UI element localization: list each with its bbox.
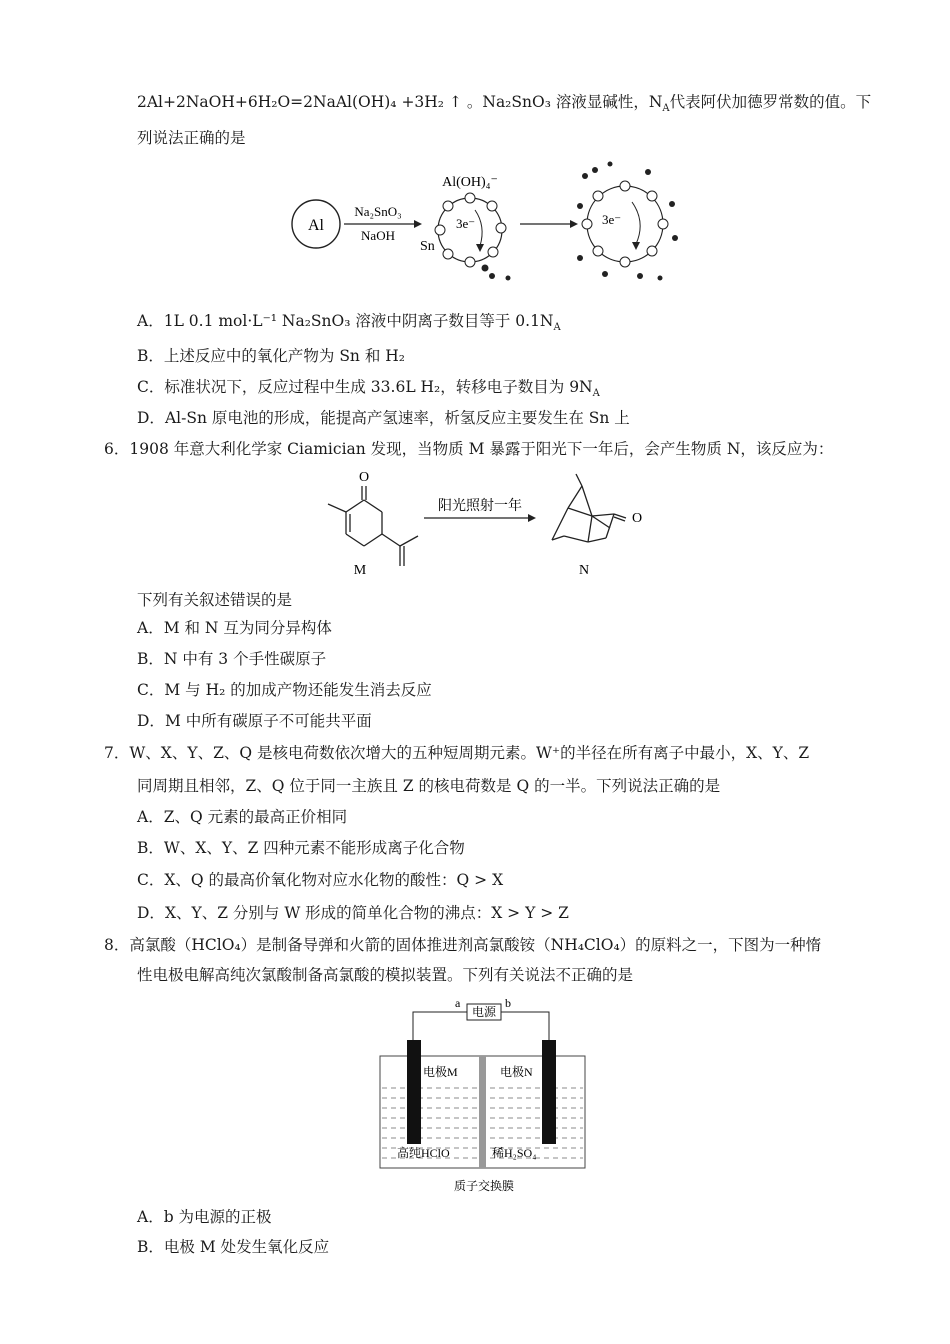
hydrogen-bubbles-left — [482, 265, 511, 281]
sn-surface-atoms-right — [582, 181, 668, 267]
q5-option-a-sub: A — [553, 322, 561, 334]
q6-option-d-letter: D． — [137, 712, 165, 730]
q7-stem2: 同周期且相邻，Z、Q 位于同一主族且 Z 的核电荷数是 Q 的一半。下列说法正确的是 — [137, 777, 721, 795]
q7-stem-line2 — [137, 776, 720, 796]
reaction-arrowhead — [528, 514, 536, 522]
q8-option-a-text: b 为电源的正极 — [163, 1208, 272, 1226]
proton-exchange-membrane — [479, 1056, 486, 1168]
molecule-m — [328, 486, 418, 566]
q5-option-c-text: 标准状况下，反应过程中生成 33.6L H₂，转移电子数目为 9N — [164, 378, 593, 396]
q6-sub-stem — [137, 590, 292, 610]
reagent-arrowhead — [414, 220, 422, 228]
power-source-label: 电源 — [471, 1005, 497, 1019]
q6-option-a-text: M 和 N 互为同分异构体 — [163, 619, 332, 637]
main-arrowhead — [570, 220, 578, 228]
electron-arrowhead-left — [476, 244, 484, 252]
q7-option-b-letter: B． — [137, 839, 164, 857]
q5-option-d[interactable] — [137, 408, 630, 428]
q6-option-a[interactable] — [137, 618, 332, 638]
q8-stem-line1 — [104, 935, 821, 955]
q5-option-c-letter: C． — [137, 378, 165, 396]
q5-option-a-letter: A． — [137, 312, 164, 330]
q6-option-c[interactable] — [137, 680, 432, 700]
q7-option-c-text: X、Q 的最高价氧化物对应水化物的酸性：Q > X — [164, 871, 504, 889]
q7-option-c[interactable] — [137, 870, 503, 890]
electrode-m-label: 电极M — [423, 1065, 458, 1079]
q5-stem-tail2: 代表阿伏加德罗常数的值。下 — [669, 93, 872, 111]
q5-option-b-letter: B． — [137, 347, 164, 365]
q7-number: 7． — [104, 744, 130, 762]
molecule-n — [552, 474, 626, 542]
q7-option-a[interactable] — [137, 807, 347, 827]
q7-stem-line1 — [104, 743, 809, 763]
q6-option-b-text: N 中有 3 个手性碳原子 — [163, 650, 327, 668]
circuit-wire-left — [413, 1012, 467, 1040]
m-label: M — [353, 563, 367, 578]
q8-stem2: 性电极电解高纯次氯酸制备高氯酸的模拟装置。下列有关说法不正确的是 — [137, 966, 634, 984]
q7-option-a-letter: A． — [137, 808, 164, 826]
q8-stem1: 高氯酸（HClO₄）是制备导弹和火箭的固体推进剂高氯酸铵（NH₄ClO₄）的原料之一，下图为一种惰 — [129, 936, 822, 954]
arrow-label: 阳光照射一年 — [438, 499, 522, 514]
q7-option-b[interactable] — [137, 838, 465, 858]
q5-stem-tail: 。Na₂SnO₃ 溶液显碱性，N — [466, 93, 663, 111]
terminal-b: b — [505, 996, 511, 1010]
q5-option-c[interactable] — [137, 377, 600, 404]
q8-stem-line2 — [137, 965, 633, 985]
q5-stem-text: 列说法正确的是 — [137, 129, 246, 147]
q7-stem1: W、X、Y、Z、Q 是核电荷数依次增大的五种短周期元素。W⁺的半径在所有离子中最小，X、Y、Z — [129, 744, 810, 762]
al-label: Al — [308, 217, 324, 234]
terminal-a: a — [455, 996, 461, 1010]
q6-option-c-text: M 与 H₂ 的加成产物还能发生消去反应 — [164, 681, 432, 699]
right-solution-label: 稀H₂SO₄ — [492, 1146, 537, 1160]
q6-stem-text: 1908 年意大利化学家 Ciamician 发现，当物质 M 暴露于阳光下一年后，会产生物质 N，该反应为： — [129, 440, 834, 458]
q5-option-b[interactable] — [137, 346, 405, 366]
electrode-n — [542, 1040, 556, 1144]
ion-label: Al(OH)₄⁻ — [442, 175, 498, 190]
q8-option-a[interactable] — [137, 1207, 272, 1227]
sn-label: Sn — [420, 239, 435, 254]
electrons-right: 3e⁻ — [602, 212, 622, 227]
q6-option-c-letter: C． — [137, 681, 165, 699]
electron-path-left — [475, 210, 482, 246]
electron-arrowhead-right — [632, 242, 640, 250]
q8-option-b[interactable] — [137, 1237, 329, 1257]
q6-option-d[interactable] — [137, 711, 372, 731]
n-oxygen: O — [632, 511, 643, 526]
q6-number: 6． — [104, 440, 130, 458]
q7-option-a-text: Z、Q 元素的最高正价相同 — [163, 808, 348, 826]
q5-option-d-letter: D． — [137, 409, 165, 427]
q6-figure — [320, 466, 650, 584]
q6-option-b-letter: B． — [137, 650, 164, 668]
q5-option-d-text: Al-Sn 原电池的形成，能提高产氢速率，析氢反应主要发生在 Sn 上 — [164, 409, 630, 427]
q8-option-b-text: 电极 M 处发生氧化反应 — [163, 1238, 330, 1256]
q6-option-d-text: M 中所有碳原子不可能共平面 — [164, 712, 372, 730]
electrode-n-label: 电极N — [500, 1065, 533, 1079]
q8-figure — [375, 994, 590, 1200]
q6-sub-stem-text: 下列有关叙述错误的是 — [137, 591, 293, 609]
q8-option-b-letter: B． — [137, 1238, 164, 1256]
q5-option-b-text: 上述反应中的氧化产物为 Sn 和 H₂ — [163, 347, 406, 365]
q5-na-sub: A — [662, 103, 670, 115]
q5-option-a[interactable] — [137, 311, 561, 338]
q5-figure — [280, 158, 680, 298]
q6-option-b[interactable] — [137, 649, 326, 669]
n-label: N — [578, 563, 590, 578]
electrons-left: 3e⁻ — [456, 216, 476, 231]
reagent-top: Na₂SnO₃ — [354, 204, 402, 219]
q5-equation: 2Al+2NaOH+6H₂O=2NaAl(OH)₄ +3H₂ ↑ — [137, 93, 462, 111]
electron-path-right — [632, 202, 640, 244]
q5-stem-line1 — [137, 92, 871, 119]
m-oxygen: O — [358, 470, 370, 485]
q6-option-a-letter: A． — [137, 619, 164, 637]
membrane-label: 质子交换膜 — [453, 1179, 515, 1193]
q5-stem-line2 — [137, 128, 246, 148]
circuit-wire-right — [501, 1012, 549, 1040]
q6-stem — [104, 439, 833, 459]
q8-number: 8． — [104, 936, 130, 954]
left-solution-label: 高纯HClO — [397, 1146, 450, 1160]
q7-option-d-text: X、Y、Z 分别与 W 形成的简单化合物的沸点：X > Y > Z — [164, 904, 569, 922]
q5-option-c-sub: A — [592, 388, 600, 400]
q5-option-a-text: 1L 0.1 mol·L⁻¹ Na₂SnO₃ 溶液中阴离子数目等于 0.1N — [163, 312, 554, 330]
q7-option-b-text: W、X、Y、Z 四种元素不能形成离子化合物 — [163, 839, 465, 857]
q7-option-c-letter: C． — [137, 871, 165, 889]
electrode-m — [407, 1040, 421, 1144]
q7-option-d-letter: D． — [137, 904, 165, 922]
q7-option-d[interactable] — [137, 903, 569, 923]
reagent-bottom: NaOH — [361, 228, 395, 243]
q8-option-a-letter: A． — [137, 1208, 164, 1226]
